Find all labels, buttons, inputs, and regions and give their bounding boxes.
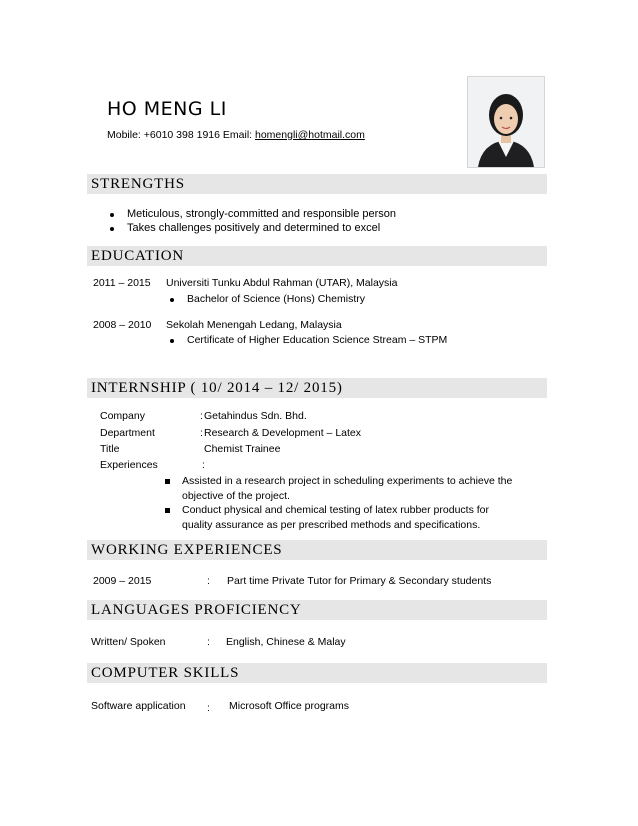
working-header: WORKING EXPERIENCES (87, 540, 547, 560)
languages-header: LANGUAGES PROFICIENCY (87, 600, 547, 620)
applicant-name: HO MENG LI (107, 98, 227, 120)
experience-item-cont: quality assurance as per prescribed methods and specifications. (182, 519, 481, 531)
email-label: Email: (222, 129, 253, 141)
strength-item: Takes challenges positively and determined to excel (127, 222, 381, 234)
experience-item: Assisted in a research project in scheduling experiments to achieve the (182, 475, 513, 487)
strengths-header: STRENGTHS (87, 174, 547, 194)
contact-line (107, 129, 365, 141)
education-header: EDUCATION (87, 246, 547, 266)
languages-sep: : (207, 636, 210, 648)
education-years: 2008 – 2010 (93, 319, 152, 331)
portrait-image (468, 77, 544, 167)
internship-label: Experiences (100, 459, 158, 471)
computer-sep: : (207, 702, 210, 714)
internship-label: Company (100, 410, 145, 422)
computer-header: COMPUTER SKILLS (87, 663, 547, 683)
internship-label: Department (100, 427, 155, 439)
internship-sep: : (200, 410, 203, 422)
education-detail: Certificate of Higher Education Science Stream – STPM (187, 334, 448, 346)
education-school: Universiti Tunku Abdul Rahman (UTAR), Malaysia (166, 277, 398, 289)
languages-value: English, Chinese & Malay (226, 636, 346, 648)
working-value: Part time Private Tutor for Primary & Secondary students (227, 575, 492, 587)
languages-label: Written/ Spoken (91, 636, 166, 648)
internship-sep: : (202, 459, 205, 471)
education-years: 2011 – 2015 (93, 277, 151, 289)
internship-label: Title (100, 443, 120, 455)
internship-sep: : (200, 427, 203, 439)
experience-item-cont: objective of the project. (182, 490, 290, 502)
computer-value: Microsoft Office programs (229, 700, 350, 712)
email-link[interactable]: homengli@hotmail.com (255, 129, 365, 141)
education-school: Sekolah Menengah Ledang, Malaysia (166, 319, 342, 331)
internship-header: INTERNSHIP ( 10/ 2014 – 12/ 2015) (87, 378, 547, 398)
strength-item: Meticulous, strongly-committed and responsible person (127, 208, 397, 220)
internship-value: Research & Development – Latex (204, 427, 362, 439)
internship-value: Chemist Trainee (204, 443, 281, 455)
mobile-text: Mobile: +6010 398 1916 (107, 129, 220, 141)
experience-item: Conduct physical and chemical testing of latex rubber products for (182, 504, 489, 516)
computer-label: Software application (91, 700, 186, 712)
profile-photo (467, 76, 545, 168)
working-sep: : (207, 575, 210, 587)
education-detail: Bachelor of Science (Hons) Chemistry (187, 293, 365, 305)
internship-value: Getahindus Sdn. Bhd. (204, 410, 307, 422)
working-years: 2009 – 2015 (93, 575, 152, 587)
